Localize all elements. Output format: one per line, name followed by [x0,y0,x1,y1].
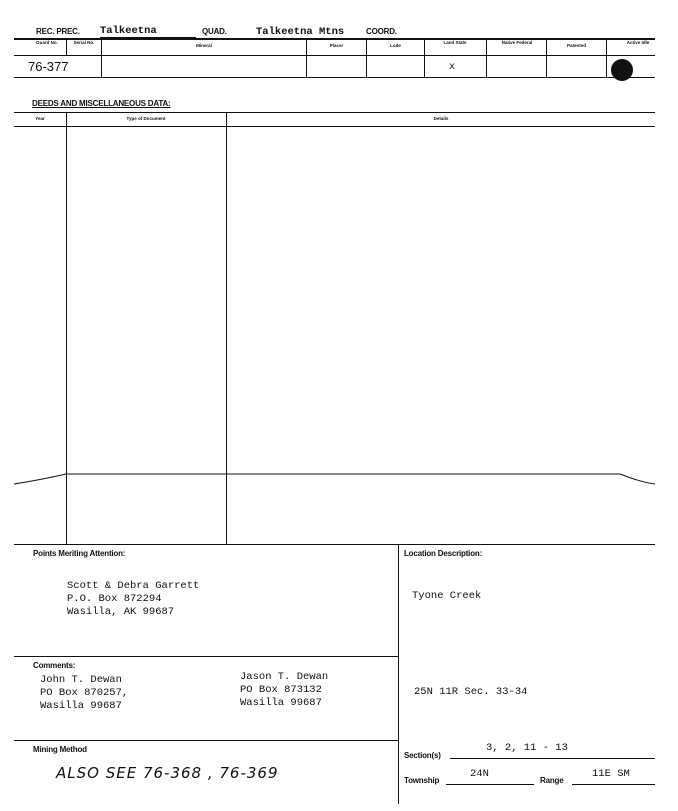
serial-no-header: Serial No. [73,40,95,45]
comment-right-line-1: Jason T. Dewan [240,671,329,683]
comments-top-rule [14,656,398,657]
points-line-1: Scott & Debra Garrett [67,580,200,592]
deeds-bottom-rule [14,544,655,545]
header-column-rule [14,55,655,56]
location-description-label: Location Description: [404,549,483,558]
deeds-fold-line [0,470,678,492]
quad-label: QUAD. [202,27,227,36]
comment-right-line-2: PO Box 873132 [240,684,322,696]
lower-section-divider [398,544,399,804]
coord-label: COORD. [366,27,397,36]
mining-method-label: Mining Method [33,745,87,754]
patented-header: Patented [566,43,586,48]
deeds-title: DEEDS AND MISCELLANEOUS DATA: [32,99,171,108]
rec-prec-value: Talkeetna [100,25,157,37]
active-idle-header: Active Idle [626,40,650,45]
sections-label: Section(s) [404,751,441,760]
guard-no-header: Guard No. [36,40,58,45]
location-legal-description: 25N 11R Sec. 33-34 [414,686,528,698]
location-description-value: Tyone Creek [412,590,482,602]
points-meriting-attention-label: Points Meriting Attention: [33,549,126,558]
range-label: Range [540,776,564,785]
quad-value: Talkeetna Mtns [256,26,345,38]
active-status-dot [611,59,633,81]
sections-underline [450,758,655,759]
township-underline [446,784,534,785]
guard-no-value: 76-377 [28,59,69,74]
deeds-top-rule [14,112,655,113]
rec-prec-label: REC. PREC. [36,27,80,36]
deeds-header-rule [14,126,655,127]
range-value: 11E SM [592,768,630,780]
mineral-header: Mineral [196,43,212,48]
comment-right-line-3: Wasilla 99687 [240,697,322,709]
land-state-header: Land State [443,40,467,45]
details-header: Details [433,116,449,121]
comments-label: Comments: [33,661,76,670]
placer-header: Placer [329,43,344,48]
comment-left-line-2: PO Box 870257, [40,687,129,699]
points-line-2: P.O. Box 872294 [67,593,162,605]
comment-left-line-1: John T. Dewan [40,674,122,686]
lode-header: Lode [390,43,401,48]
header-top-rule [14,38,655,40]
native-federal-header: Native Federal [501,40,533,45]
type-of-document-header: Type of Document [126,116,166,121]
township-label: Township [404,776,440,785]
points-line-3: Wasilla, AK 99687 [67,606,175,618]
year-header: Year [35,116,45,121]
township-value: 24N [470,768,489,780]
mining-method-handwritten-note: ALSO SEE 76-368 , 76-369 [56,764,279,782]
header-bottom-rule [14,77,655,78]
mining-method-top-rule [14,740,398,741]
comment-left-line-3: Wasilla 99687 [40,700,122,712]
range-underline [572,784,655,785]
sections-value: 3, 2, 11 - 13 [486,742,568,754]
land-state-mark: x [449,62,456,73]
